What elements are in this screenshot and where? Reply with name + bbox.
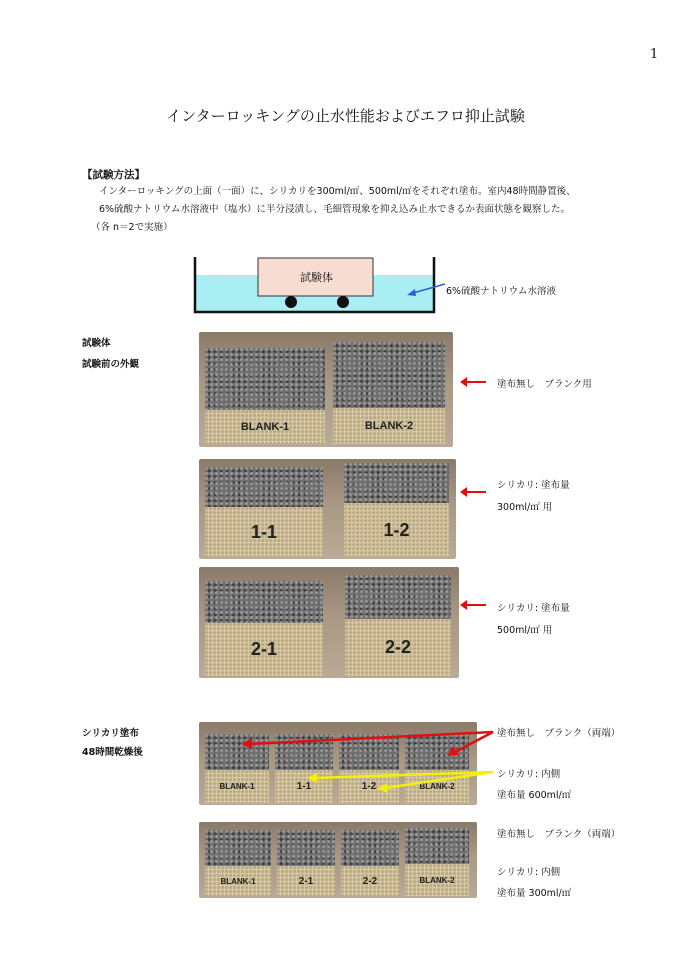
annotation-500-line2: 500ml/㎡ 用 <box>497 625 553 636</box>
brick-label: BLANK-1 <box>205 410 325 444</box>
specimen-label: 試験体 <box>300 271 333 284</box>
annotation-blank: 塗布無し ブランク用 <box>497 379 592 390</box>
red-arrow-icon <box>466 381 486 383</box>
photo4-arrows <box>235 722 495 794</box>
brick-label: 1-1 <box>205 507 323 557</box>
red-arrow-icon <box>466 604 486 606</box>
brick <box>205 467 323 557</box>
annotation-600-line3: 塗布量 600ml/㎡ <box>497 790 572 801</box>
test-diagram <box>192 255 437 315</box>
brick <box>341 830 399 896</box>
annotation-300b-line3: 塗布量 300ml/㎡ <box>497 888 572 899</box>
annotation-300b-line1: 塗布無し ブランク（両端） <box>497 829 621 840</box>
photo-blank <box>199 332 453 447</box>
brick-label: 2-1 <box>277 866 335 896</box>
page-number: 1 <box>650 47 659 62</box>
brick <box>405 828 469 896</box>
red-arrow-icon <box>466 491 486 493</box>
annotation-500-line1: シリカリ: 塗布量 <box>497 603 570 614</box>
before-test-heading: 試験前の外観 <box>82 359 140 370</box>
brick-label: 2-2 <box>341 866 399 896</box>
page-title: インターロッキングの止水性能およびエフロ抑止試験 <box>166 107 525 125</box>
annotation-300b-line2: シリカリ: 内側 <box>497 867 561 878</box>
annotation-600-line1: 塗布無し ブランク（両端） <box>497 728 621 739</box>
brick-label: BLANK-2 <box>333 408 445 444</box>
coating-heading: シリカリ塗布 <box>82 728 139 739</box>
solution-label: 6%硫酸ナトリウム水溶液 <box>446 286 556 297</box>
specimen-heading: 試験体 <box>82 338 111 349</box>
brick <box>205 830 271 896</box>
brick-label: 1-1 <box>275 770 333 803</box>
brick-label: BLANK-2 <box>405 864 469 896</box>
brick-label: 1-2 <box>339 770 399 803</box>
brick <box>345 575 451 676</box>
photo-300ml <box>199 459 456 559</box>
brick-label: 1-2 <box>344 503 449 557</box>
brick <box>205 581 323 676</box>
method-heading: 【試験方法】 <box>82 169 145 181</box>
method-line-3: （各 n＝2で実施） <box>91 222 173 233</box>
annotation-300-line2: 300ml/㎡ 用 <box>497 502 553 513</box>
brick-label: BLANK-1 <box>205 866 271 896</box>
brick <box>344 463 449 557</box>
method-line-1: インターロッキングの上面（一面）に、シリカリを300ml/㎡、500ml/㎡をそれぞれ塗布。室内48時間静置後、 <box>99 186 576 197</box>
diagram-arrow-icon <box>405 281 447 297</box>
photo-500ml <box>199 567 459 678</box>
method-line-2: 6%硫酸ナトリウム水溶液中（塩水）に半分浸漬し、毛細管現象を抑え込み止水できるか表面状態を観察した。 <box>99 204 570 215</box>
annotation-600-line2: シリカリ: 内側 <box>497 769 561 780</box>
photo-dried-300 <box>199 822 477 898</box>
dry-48h-heading: 48時間乾燥後 <box>82 747 143 758</box>
annotation-300-line1: シリカリ: 塗布量 <box>497 480 570 491</box>
brick-label: BLANK-2 <box>405 770 469 803</box>
brick <box>333 342 445 444</box>
brick-label: BLANK-1 <box>205 770 269 803</box>
brick-label: 2-1 <box>205 623 323 676</box>
brick-label: 2-2 <box>345 619 451 676</box>
brick <box>277 830 335 896</box>
brick <box>205 348 325 444</box>
